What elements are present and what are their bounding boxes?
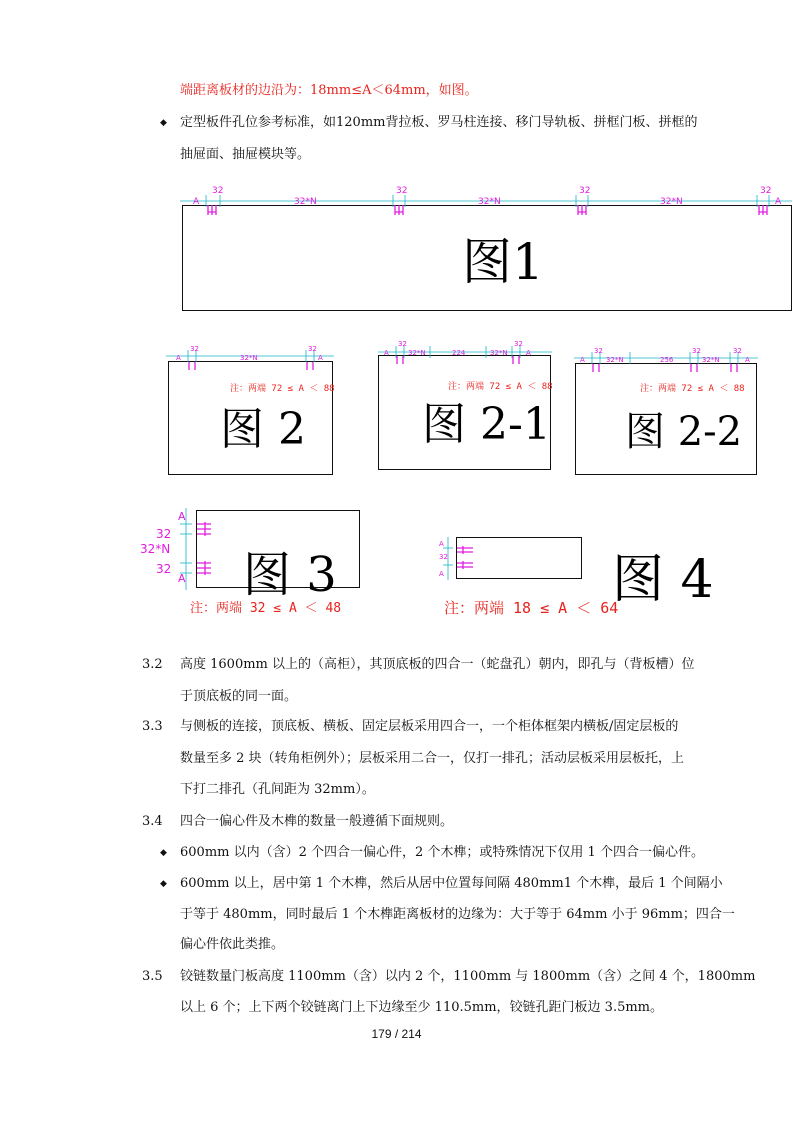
bullet-text-line: 定型板件孔位参考标准，如120mm背拉板、罗马柱连接、移门导轨板、拼框门板、拼框的: [180, 115, 698, 130]
figure-2-1-label: 图 2-1: [422, 399, 551, 450]
dim-text: A: [176, 354, 181, 362]
figure-4-note: 注：两端 18 ≤ A ＜ 64: [444, 599, 619, 617]
section-line: 下打二排孔（孔间距为 32mm）。: [180, 782, 375, 797]
dim-text: 32: [594, 347, 603, 355]
figure-4-label: 图 4: [612, 550, 714, 610]
dim-text: A: [439, 570, 444, 578]
section-number: 3.5: [142, 969, 163, 984]
dim-text: 32*N: [294, 197, 317, 207]
dim-text: A: [193, 197, 200, 207]
bullet-line: 600mm 以上，居中第 1 个木榫，然后从居中位置每间隔 480mm1 个木榫，最后 1 个间隔小: [180, 876, 723, 891]
dim-text: 32: [156, 527, 172, 541]
figure-2-note: 注：两端 72 ≤ A ＜ 88: [230, 384, 335, 394]
dim-text: 32*N: [408, 349, 426, 357]
dim-text: A: [178, 510, 186, 523]
dim-text: A: [318, 354, 323, 362]
intro-line: 端距离板材的边沿为：18mm≤A＜64mm，如图。: [180, 83, 478, 98]
dim-text: 32*N: [606, 356, 624, 364]
dim-text: A: [526, 349, 531, 357]
dim-text: 32: [308, 345, 317, 353]
figure-3-note: 注：两端 32 ≤ A ＜ 48: [190, 601, 342, 616]
bullet-line: 于等于 480mm，同时最后 1 个木榫距离板材的边缘为：大于等于 64mm 小于 96mm；四合一: [180, 907, 735, 922]
dim-text: A: [178, 572, 186, 585]
dim-text: 32: [760, 186, 772, 196]
dim-text: 32*N: [478, 197, 501, 207]
dim-text: A: [384, 349, 389, 357]
section-line: 以上 6 个；上下两个铰链离门上下边缘至少 110.5mm，铰链孔距门板边 3.5mm。: [180, 1000, 663, 1015]
figure-3-label: 图 3: [243, 547, 337, 603]
section-line: 于顶底板的同一面。: [180, 689, 298, 704]
section-number: 3.3: [142, 719, 163, 734]
dim-text: 32*N: [660, 197, 683, 207]
dim-text: 32: [692, 347, 701, 355]
bullet-symbol: ◆: [160, 879, 167, 889]
figure-2-2-label: 图 2-2: [625, 409, 743, 455]
section-line: 与侧板的连接，顶底板、横板、固定层板采用四合一，一个柜体框架内横板/固定层板的: [180, 719, 679, 734]
section-number: 3.4: [142, 814, 163, 829]
section-line: 高度 1600mm 以上的（高柜），其顶底板的四合一（蛇盘孔）朝内，即孔与（背板槽）位: [180, 657, 695, 672]
bullet-text-line: 抽屉面、抽屉模块等。: [180, 147, 311, 162]
bullet-line: 600mm 以内（含）2 个四合一偏心件，2 个木榫；或特殊情况下仅用 1 个四合一偏心件。: [180, 845, 704, 860]
dim-text: 32: [212, 186, 224, 196]
dim-text: 32*N: [140, 542, 171, 556]
dim-text: 32: [439, 553, 448, 561]
dim-text: A: [580, 356, 585, 364]
figure-2-2-note: 注：两端 72 ≤ A ＜ 88: [640, 384, 745, 394]
dim-text: 32*N: [490, 349, 508, 357]
dim-text: 32: [514, 340, 523, 348]
section-line: 四合一偏心件及木榫的数量一般遵循下面规则。: [180, 814, 454, 829]
dim-text: 224: [452, 349, 466, 357]
bullet-symbol: ◆: [160, 118, 167, 128]
section-number: 3.2: [142, 657, 163, 672]
dim-text: A: [439, 540, 444, 548]
dim-text: A: [775, 197, 782, 207]
dim-text: 32: [398, 340, 407, 348]
figure-1-label: 图1: [462, 233, 544, 291]
dim-text: A: [745, 356, 750, 364]
section-line: 铰链数量门板高度 1100mm（含）以内 2 个，1100mm 与 1800mm（含）之间 4 个，1800mm: [180, 969, 756, 984]
dim-text: 32: [156, 562, 172, 576]
section-line: 数量至多 2 块（转角柜例外）；层板采用二合一，仅打一排孔；活动层板采用层板托，上: [180, 751, 685, 766]
page-number: 179 / 214: [371, 1027, 422, 1041]
dim-text: 256: [660, 356, 674, 364]
dim-text: 32: [579, 186, 591, 196]
dim-text: 32: [190, 345, 199, 353]
dim-text: 32*N: [702, 356, 720, 364]
dim-text: 32*N: [240, 354, 258, 362]
bullet-line: 偏心件依此类推。: [180, 937, 285, 952]
dim-text: 32: [733, 347, 742, 355]
bullet-symbol: ◆: [160, 848, 167, 858]
figure-2-1-note: 注：两端 72 ≤ A ＜ 88: [448, 382, 553, 392]
dim-text: 32: [396, 186, 408, 196]
figure-2-label: 图 2: [220, 404, 306, 455]
